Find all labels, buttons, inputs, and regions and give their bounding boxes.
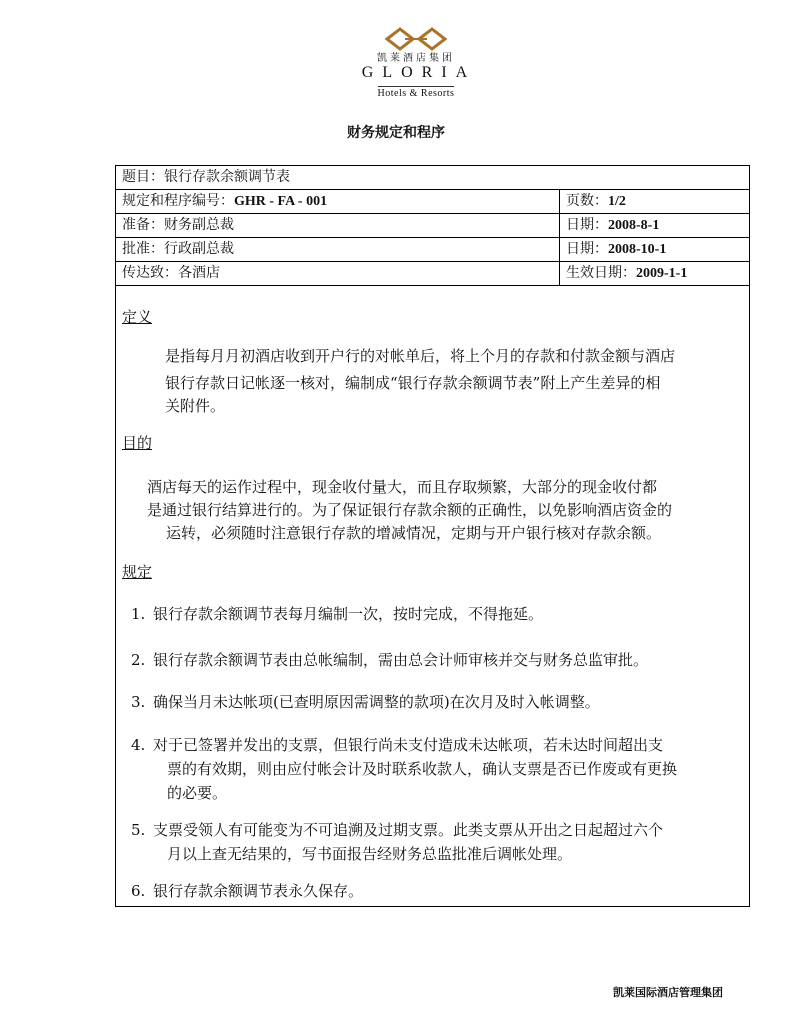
footer-company-name: 凯莱国际酒店管理集团 <box>613 986 723 999</box>
pages-value: 1/2 <box>608 194 626 209</box>
purpose-line-1: 酒店每天的运作过程中，现金收付量大，而且存取频繁，大部分的现金收付都 <box>147 478 658 496</box>
distribution-label: 传达致： <box>122 265 178 281</box>
rule-number: 2. <box>131 651 146 669</box>
rules-heading: 规定 <box>122 563 153 581</box>
prepared-label: 准备： <box>122 217 164 233</box>
approved-label: 批准： <box>122 241 164 257</box>
company-logo <box>353 26 479 102</box>
meta-row-prepared <box>116 214 749 238</box>
purpose-heading: 目的 <box>122 434 153 452</box>
rule-text-continued: 月以上查无结果的，写书面报告经财务总监批准后调帐处理。 <box>167 845 573 863</box>
gloria-emblem-icon <box>381 26 451 52</box>
effective-value: 2009-1-1 <box>636 266 688 281</box>
rule-number: 5. <box>131 821 146 839</box>
rule-text-continued: 的必要。 <box>167 784 228 802</box>
rule-number: 6. <box>131 882 146 900</box>
rule-number: 1. <box>131 605 146 623</box>
rule-number: 3. <box>131 693 146 711</box>
code-label: 规定和程序编号： <box>122 193 234 209</box>
meta-row-distribution <box>116 262 749 286</box>
purpose-line-2: 是通过银行结算进行的。为了保证银行存款余额的正确性，以免影响酒店资金的 <box>147 501 673 519</box>
date-label: 日期： <box>566 241 608 257</box>
subject-label: 题目： <box>122 169 164 185</box>
logo-chinese-name: 凯莱酒店集团 <box>377 53 455 64</box>
meta-row-approved <box>116 238 749 262</box>
subject-value: 银行存款余额调节表 <box>164 169 290 185</box>
logo-subtitle: Hotels & Resorts <box>377 88 455 99</box>
definition-line-2: 银行存款日记帐逐一核对，编制成“银行存款余额调节表”附上产生差异的相 <box>165 374 661 392</box>
rule-text: 对于已签署并发出的支票，但银行尚未支付造成未达帐项，若未达时间超出支 <box>153 736 664 754</box>
rule-text: 确保当月未达帐项(已查明原因需调整的款项)在次月及时入帐调整。 <box>153 693 600 711</box>
distribution-value: 各酒店 <box>178 265 220 281</box>
definition-line-1: 是指每月月初酒店收到开户行的对帐单后，将上个月的存款和付款金额与酒店 <box>165 347 676 365</box>
rule-text-continued: 票的有效期，则由应付帐会计及时联系收款人，确认支票是否已作废或有更换 <box>167 760 678 778</box>
date-label: 日期： <box>566 217 608 233</box>
code-value: GHR - FA - 001 <box>234 194 328 209</box>
rule-text: 银行存款余额调节表永久保存。 <box>153 882 364 900</box>
pages-label: 页数： <box>566 193 608 209</box>
definition-line-3: 关附件。 <box>165 397 226 415</box>
rule-text: 支票受领人有可能变为不可追溯及过期支票。此类支票从开出之日起超过六个 <box>153 821 664 839</box>
date-prepared-value: 2008-8-1 <box>608 218 660 233</box>
approved-value: 行政副总裁 <box>164 241 234 257</box>
prepared-value: 财务副总裁 <box>164 217 234 233</box>
rule-number: 4. <box>131 736 146 754</box>
rule-text: 银行存款余额调节表由总帐编制，需由总会计师审核并交与财务总监审批。 <box>153 651 649 669</box>
effective-label: 生效日期： <box>566 265 636 281</box>
purpose-line-3: 运转，必须随时注意银行存款的增减情况，定期与开户银行核对存款余额。 <box>166 524 662 542</box>
logo-english-name: GLORIA <box>361 64 477 81</box>
definition-heading: 定义 <box>122 308 153 326</box>
rule-text: 银行存款余额调节表每月编制一次，按时完成，不得拖延。 <box>153 605 544 623</box>
document-title: 财务规定和程序 <box>347 125 445 141</box>
date-approved-value: 2008-10-1 <box>608 242 667 257</box>
meta-row-code <box>116 190 749 214</box>
meta-row-subject <box>116 166 749 190</box>
